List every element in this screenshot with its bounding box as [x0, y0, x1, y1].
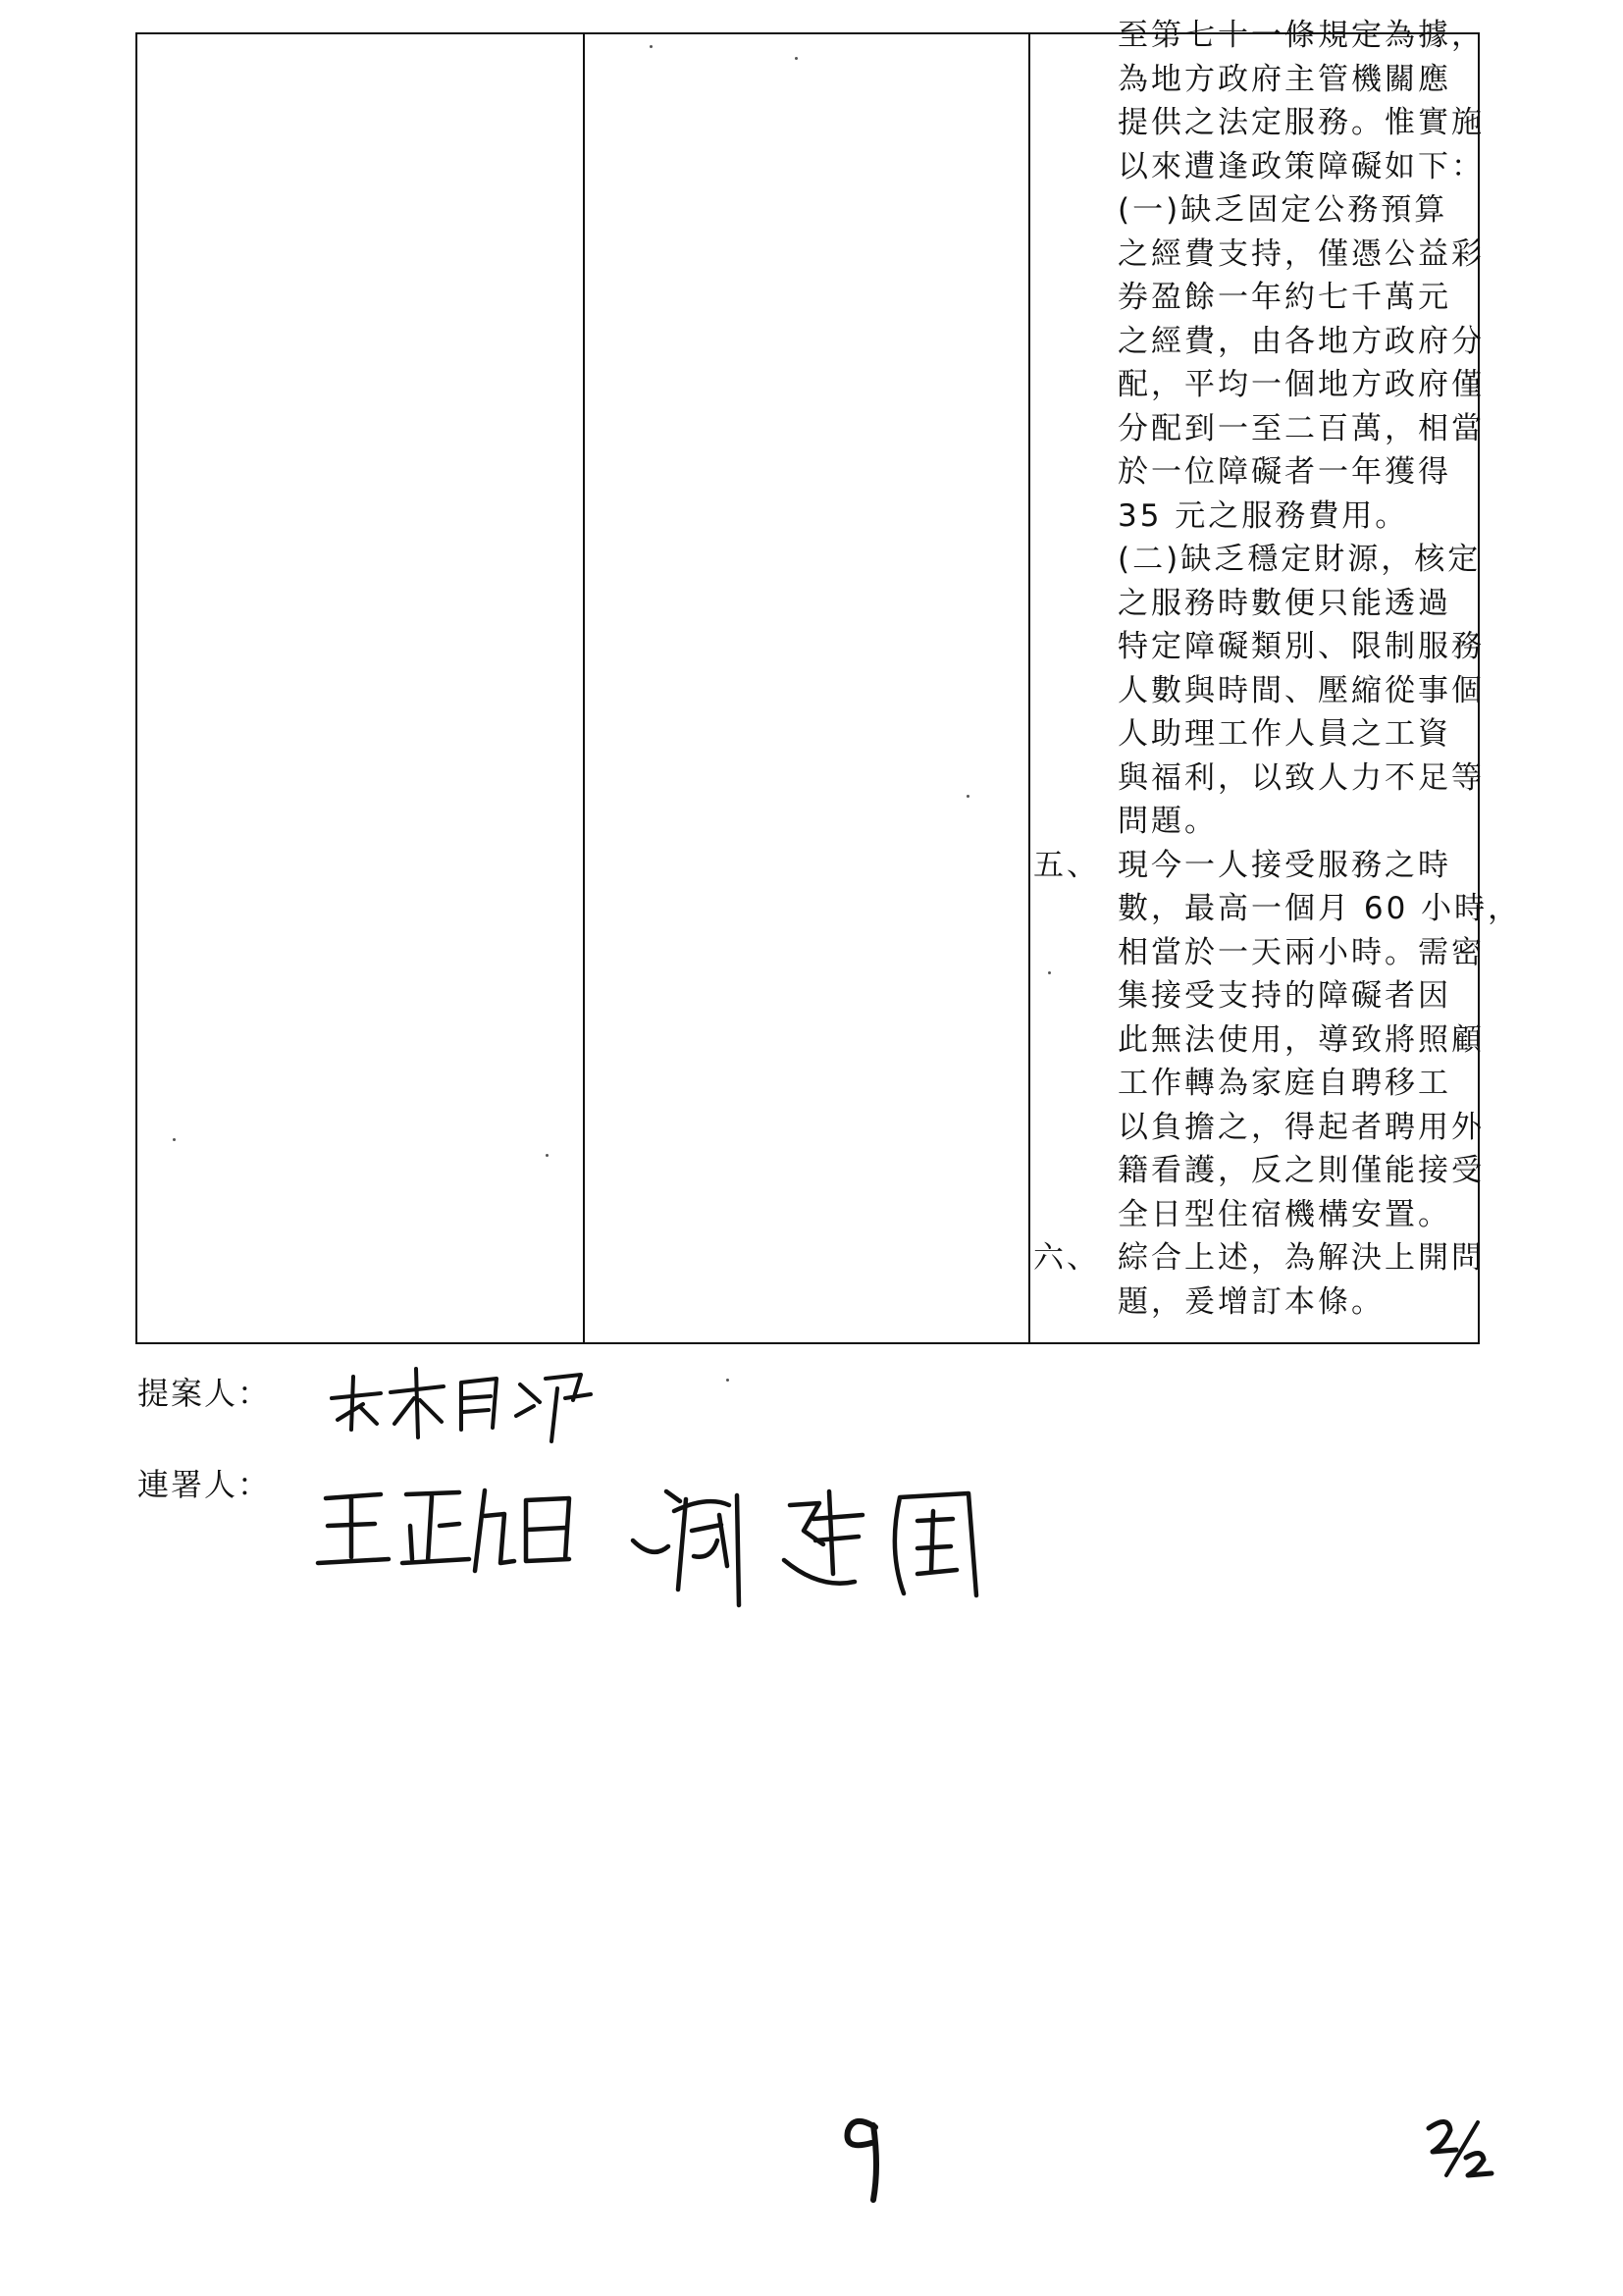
text-line: 全日型住宿機構安置。	[1118, 1196, 1451, 1232]
text-line: 券盈餘一年約七千萬元	[1118, 280, 1451, 315]
text-line: 特定障礙類別、限制服務	[1118, 629, 1485, 664]
text-line: 數，最高一個月 60 小時，	[1118, 891, 1522, 926]
scan-speck	[546, 1154, 549, 1157]
sub-item-2	[1033, 538, 1485, 844]
scan-speck	[650, 45, 653, 48]
text-line: 提供之法定服務。惟實施	[1118, 105, 1485, 140]
text-line: (二)缺乏穩定財源，核定	[1118, 542, 1482, 577]
page-fraction	[1421, 2114, 1509, 2183]
text-line: 問題。	[1118, 804, 1218, 839]
proposer-label: 提案人：	[137, 1375, 272, 1412]
text-line: 綜合上述，為解決上開問	[1118, 1240, 1485, 1276]
text-line: 相當於一天兩小時。需密	[1118, 934, 1485, 970]
text-line: 以來遭逢政策障礙如下：	[1118, 148, 1485, 184]
text-line: (一)缺乏固定公務預算	[1118, 192, 1448, 228]
text-line: 題，爰增訂本條。	[1118, 1283, 1385, 1320]
cosigner-label: 連署人：	[137, 1466, 272, 1503]
scan-speck	[726, 1379, 729, 1382]
scan-speck	[173, 1138, 176, 1141]
text-line: 此無法使用，導致將照顧	[1118, 1021, 1485, 1058]
text-line: 為地方政府主管機關應	[1118, 61, 1451, 97]
text-line: 與福利，以致人力不足等	[1118, 759, 1485, 796]
column-divider-1	[583, 34, 585, 1342]
text-line: 籍看護，反之則僅能接受	[1118, 1153, 1485, 1188]
text-line: 於一位障礙者一年獲得	[1118, 454, 1451, 490]
text-line: 現今一人接受服務之時	[1118, 847, 1451, 883]
text-line: 之服務時數便只能透過	[1118, 585, 1451, 621]
cosigner-signature-1	[312, 1477, 597, 1594]
text-line: 配，平均一個地方政府僅	[1118, 367, 1485, 402]
text-line: 35 元之服務費用。	[1118, 497, 1409, 534]
text-line: 之經費，由各地方政府分	[1118, 323, 1485, 359]
scan-speck	[1048, 971, 1051, 974]
intro-paragraph	[1033, 14, 1485, 188]
text-line: 人助理工作人員之工資	[1118, 716, 1451, 752]
text-line: 以負擔之，得起者聘用外	[1118, 1109, 1485, 1145]
text-line: 之經費支持，僅憑公益彩	[1118, 235, 1485, 272]
sub-item-1	[1033, 188, 1485, 538]
proposer-signature	[324, 1359, 608, 1447]
text-line: 集接受支持的障礙者因	[1118, 978, 1451, 1014]
item-five	[1033, 844, 1522, 1237]
item-number: 六、	[1033, 1240, 1100, 1276]
text-line: 人數與時間、壓縮從事個	[1118, 672, 1485, 708]
cosigner-signature-2	[623, 1472, 1025, 1629]
item-six	[1033, 1236, 1485, 1324]
scan-speck	[967, 795, 969, 798]
item-number: 五、	[1033, 847, 1100, 883]
text-line: 工作轉為家庭自聘移工	[1118, 1066, 1451, 1101]
text-line: 至第七十一條規定為據，	[1118, 18, 1485, 53]
page-number	[834, 2108, 893, 2206]
scan-speck	[795, 57, 798, 60]
explanation-column	[1033, 14, 1522, 1324]
column-divider-2	[1028, 34, 1030, 1342]
text-line: 分配到一至二百萬，相當	[1118, 410, 1485, 446]
